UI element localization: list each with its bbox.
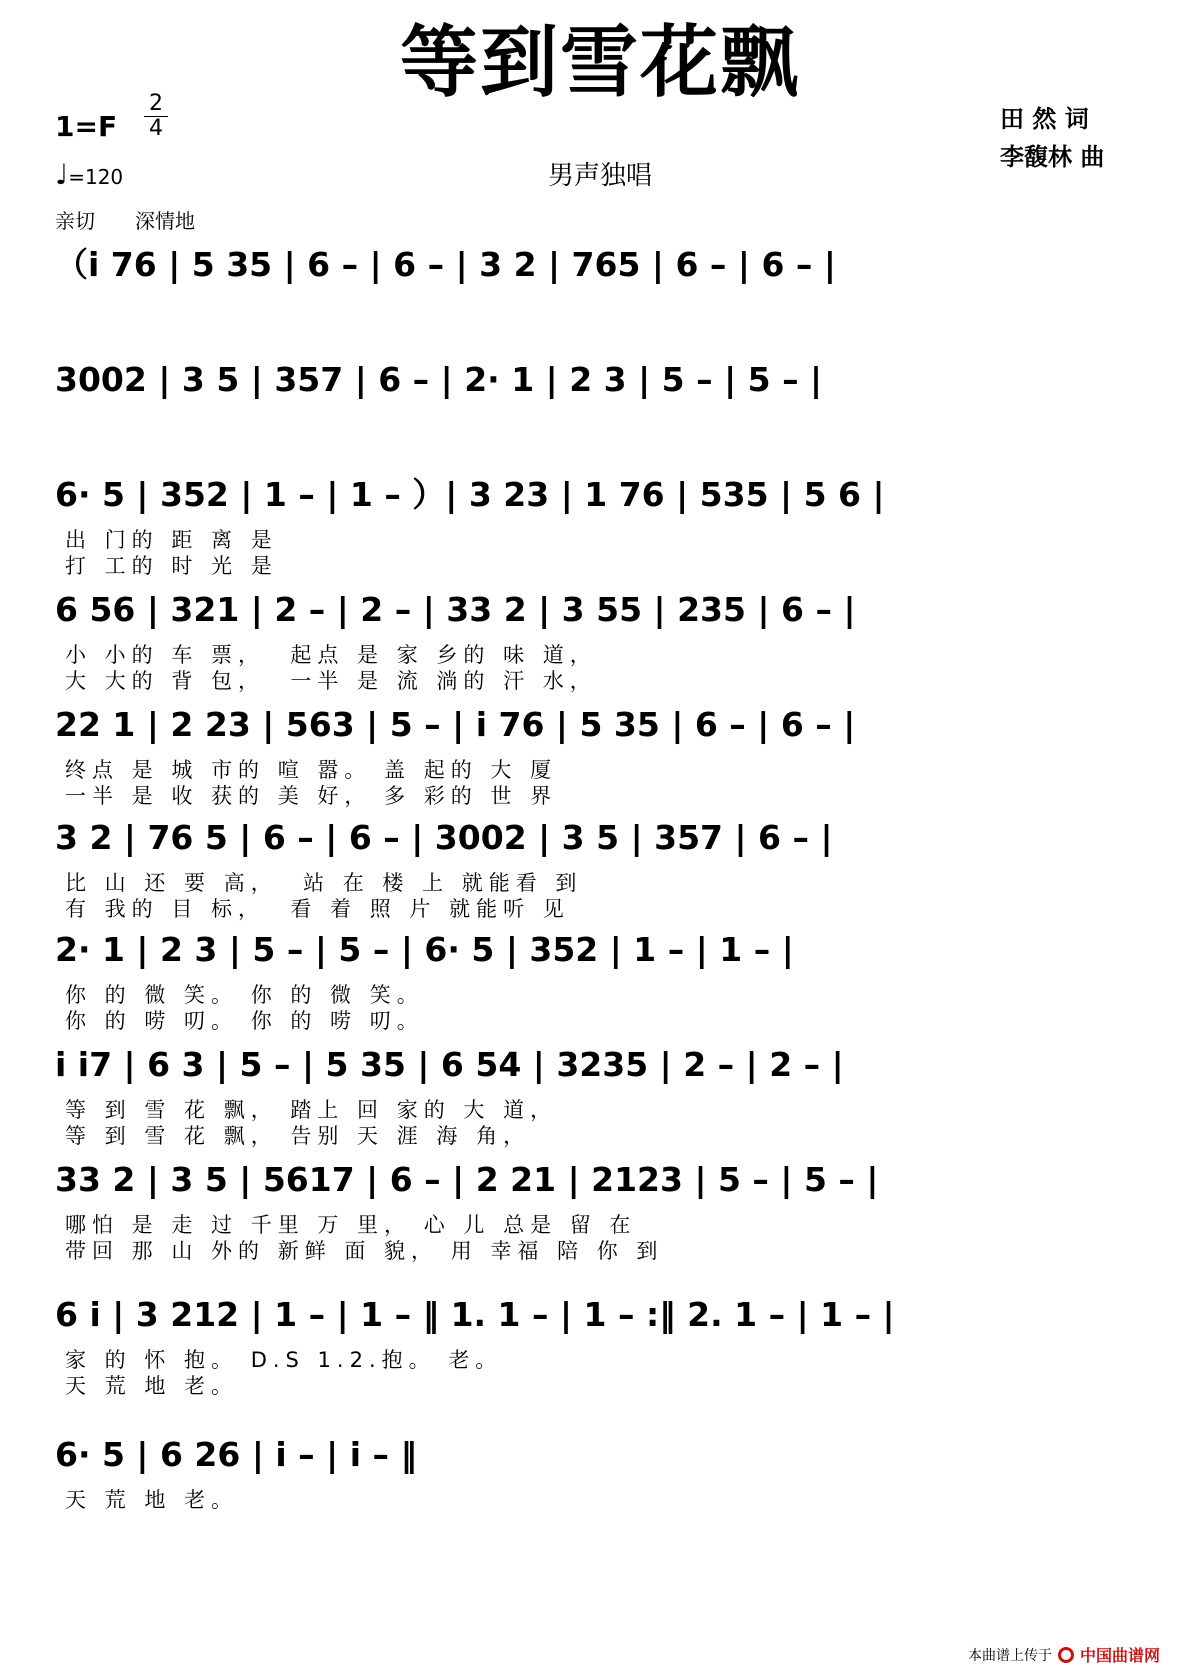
lyric-verse-2: 你 的 唠 叨。 你 的 唠 叨。 [65,1009,424,1033]
notation-line: 6 56 | 321 | 2 – | 2 – | 33 2 | 3 55 | 235 | 6 – | [55,590,856,629]
tempo-value: =120 [68,165,124,189]
key-signature: 1=F [55,110,118,143]
score-system [55,808,1155,923]
notation-line: 2· 1 | 2 3 | 5 – | 5 – | 6· 5 | 352 | 1 – | 1 – | [55,930,794,969]
site-footer [968,1643,1160,1666]
expression-marking [55,205,195,234]
score-system [55,920,1155,1035]
score-system [55,465,1155,580]
score-system [55,235,1155,350]
score-system [55,695,1155,810]
lyric-verse-1: 等 到 雪 花 飘， 踏上 回 家的 大 道， [65,1098,558,1122]
time-signature [144,92,168,141]
lyric-verse-1: 终点 是 城 市的 喧 嚣。 盖 起的 大 厦 [65,758,558,782]
site-logo-icon [1058,1647,1074,1663]
notation-line: 6 i | 3 212 | 1 – | 1 – ‖ 1. 1 – | 1 – :‖ 2. 1 – | 1 – | [55,1295,895,1334]
lyric-verse-2: 打 工的 时 光 是 [65,554,278,578]
notation-line: 3 2 | 76 5 | 6 – | 6 – | 3002 | 3 5 | 357 | 6 – | [55,818,833,857]
expression-1: 亲切 [55,209,95,233]
notation-line: 6· 5 | 6 26 | i – | i – ‖ [55,1435,418,1474]
notation-line: 22 1 | 2 23 | 563 | 5 – | i 76 | 5 35 | 6 – | 6 – | [55,705,856,744]
score-system [55,1285,1155,1400]
notation-line: （i 76 | 5 35 | 6 – | 6 – | 3 2 | 765 | 6 – | 6 – | [55,245,836,284]
lyric-verse-2: 一半 是 收 获的 美 好， 多 彩的 世 界 [65,784,558,808]
notation-line: 33 2 | 3 5 | 5617 | 6 – | 2 21 | 2123 | 5 – | 5 – | [55,1160,879,1199]
score-system [55,1425,1155,1540]
lyric-verse-1: 小 小的 车 票， 起点 是 家 乡的 味 道， [65,643,597,667]
performer-label: 男声独唱 [547,161,652,191]
score-system [55,1035,1155,1150]
song-title: 等到雪花飘 [399,17,800,108]
lyric-verse-1: 出 门的 距 离 是 [65,528,278,552]
meter-top: 2 [149,91,163,116]
notation-line: i i7 | 6 3 | 5 – | 5 35 | 6 54 | 3235 | 2 – | 2 – | [55,1045,844,1084]
lyric-verse-1: 你 的 微 笑。 你 的 微 笑。 [65,983,424,1007]
lyricist-credit: 田 然 词 [1000,105,1089,133]
score-system [55,1150,1155,1265]
score-system [55,580,1155,695]
lyric-verse-2: 带回 那 山 外的 新鲜 面 貌， 用 幸福 陪 你 到 [65,1239,664,1263]
meter-bottom: 4 [144,116,168,141]
lyric-verse-1: 比 山 还 要 高， 站 在 楼 上 就能看 到 [65,871,583,895]
composer-credit: 李馥林 曲 [1000,143,1105,171]
site-name[interactable]: 中国曲谱网 [1079,1646,1160,1665]
upload-text: 本曲谱上传于 [967,1647,1052,1664]
quarter-note-icon: ♩ [55,158,69,191]
lyric-verse-1: 家 的 怀 抱。 D.S 1.2.抱。 老。 [65,1348,503,1372]
expression-2: 深情地 [135,209,195,233]
lyric-verse-2: 天 荒 地 老。 [65,1374,239,1398]
lyric-verse-2: 有 我的 目 标， 看 着 照 片 就能听 见 [65,897,570,921]
lyric-verse-1: 天 荒 地 老。 [65,1488,239,1512]
lyric-verse-2: 大 大的 背 包， 一半 是 流 淌的 汗 水， [65,669,597,693]
lyric-verse-1: 哪怕 是 走 过 千里 万 里， 心 儿 总是 留 在 [65,1213,637,1237]
credits [1000,100,1140,176]
score-system [55,350,1155,465]
notation-line: 3002 | 3 5 | 357 | 6 – | 2· 1 | 2 3 | 5 – | 5 – | [55,360,823,399]
lyric-verse-2: 等 到 雪 花 飘， 告别 天 涯 海 角， [65,1124,531,1148]
notation-line: 6· 5 | 352 | 1 – | 1 – ）| 3 23 | 1 76 | 535 | 5 6 | [55,475,885,514]
